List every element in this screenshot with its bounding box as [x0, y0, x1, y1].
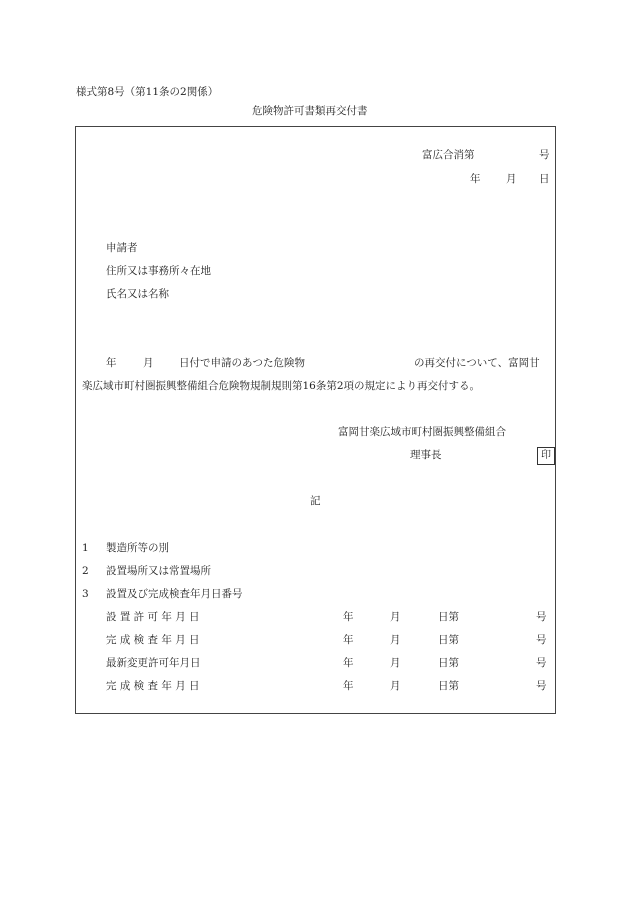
form-number: 様式第8号（第11条の2関係） [76, 86, 219, 98]
permit-row-go: 号 [536, 634, 547, 646]
permit-row-label: 完 成 検 査 年 月 日 [106, 634, 200, 646]
issuer-org: 富岡甘楽広域市町村圏振興整備組合 [338, 426, 506, 438]
item-1-number: 1 [82, 542, 89, 554]
permit-row-day-no: 日第 [438, 634, 459, 646]
permit-row-year: 年 [343, 680, 354, 692]
permit-row-day-no: 日第 [438, 611, 459, 623]
issuer-title: 理事長 [410, 449, 442, 461]
item-2-number: 2 [82, 565, 89, 577]
reference-suffix: 号 [539, 149, 550, 161]
item-3-number: 3 [82, 588, 89, 600]
permit-row-month: 月 [390, 634, 401, 646]
permit-row-year: 年 [343, 657, 354, 669]
permit-row-day-no: 日第 [438, 657, 459, 669]
body-year: 年 [106, 357, 117, 369]
name-label: 氏名又は名称 [106, 288, 169, 300]
body-line1-rest: の再交付について、富岡甘 [414, 357, 540, 369]
permit-row-month: 月 [390, 680, 401, 692]
body-date-text: 日付で申請のあつた危険物 [179, 357, 305, 369]
body-month: 月 [143, 357, 154, 369]
item-3-label: 設置及び完成検査年月日番号 [106, 588, 243, 600]
permit-row-label: 完 成 検 査 年 月 日 [106, 680, 200, 692]
applicant-label: 申請者 [106, 242, 138, 254]
date-year: 年 [470, 173, 481, 185]
permit-row-label: 最新変更許可年月日 [106, 657, 201, 669]
document-frame [75, 126, 556, 714]
seal-mark: 印 [537, 447, 555, 465]
document-title: 危険物許可書類再交付書 [252, 105, 368, 117]
permit-row-year: 年 [343, 611, 354, 623]
item-1-label: 製造所等の別 [106, 542, 169, 554]
date-month: 月 [506, 173, 517, 185]
permit-row-month: 月 [390, 611, 401, 623]
address-label: 住所又は事務所々在地 [106, 265, 211, 277]
permit-row-go: 号 [536, 680, 547, 692]
reference-prefix: 富広合消第 [422, 149, 475, 161]
permit-row-go: 号 [536, 611, 547, 623]
item-2-label: 設置場所又は常置場所 [106, 565, 211, 577]
permit-row-label: 設 置 許 可 年 月 日 [106, 611, 200, 623]
permit-row-year: 年 [343, 634, 354, 646]
permit-row-month: 月 [390, 657, 401, 669]
permit-row-day-no: 日第 [438, 680, 459, 692]
date-day: 日 [539, 173, 550, 185]
body-line2: 楽広域市町村圏振興整備組合危険物規制規則第16条第2項の規定により再交付する。 [82, 380, 481, 392]
permit-row-go: 号 [536, 657, 547, 669]
ki-marker: 記 [310, 495, 321, 507]
